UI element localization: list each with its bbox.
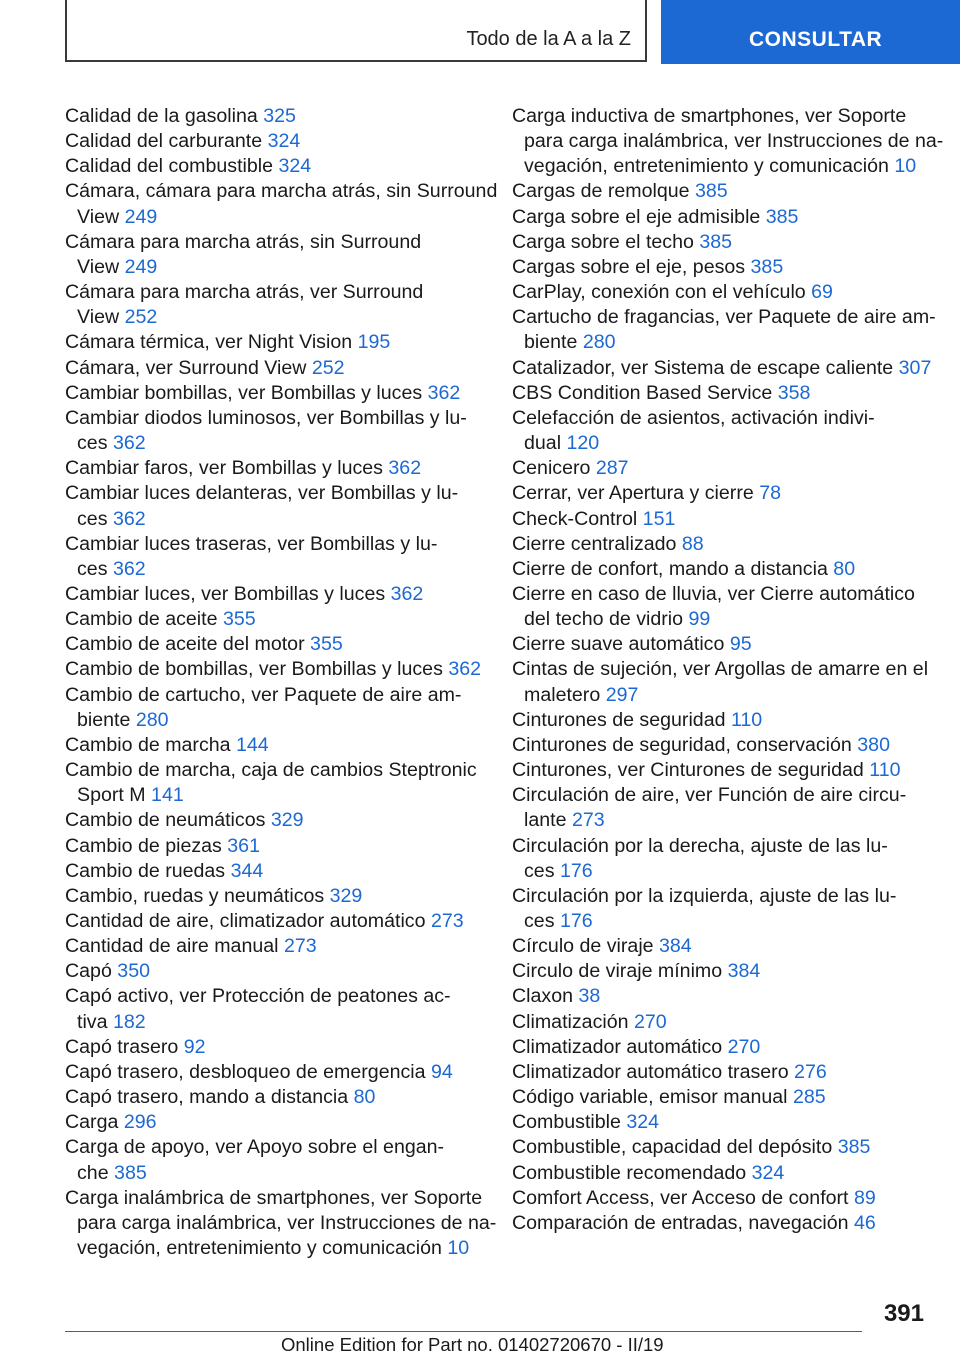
- index-entry-text: vegación, entretenimiento y comunicación: [524, 155, 895, 178]
- index-entry: [512, 305, 936, 355]
- index-entry: [512, 255, 932, 280]
- page-reference-link[interactable]: 385: [694, 180, 728, 203]
- index-entry-text: Cambio de marcha, caja de cambios Steptronic: [65, 759, 477, 782]
- index-entry-text: Climatizador automático: [512, 1035, 728, 1058]
- index-entry: [65, 683, 485, 733]
- page-reference-link[interactable]: 38: [578, 985, 601, 1008]
- index-entry-text: para carga inalámbrica, ver Instrucciones de na-: [524, 130, 944, 153]
- page-reference-link[interactable]: 362: [388, 457, 422, 480]
- index-entry: [65, 959, 485, 984]
- index-entry: [512, 532, 932, 557]
- index-entry: [512, 834, 932, 884]
- index-entry-text: lante: [524, 809, 572, 832]
- index-entry-text: Carga sobre el techo: [512, 230, 700, 253]
- page-reference-link[interactable]: 144: [235, 733, 269, 756]
- index-entry: [512, 884, 932, 934]
- page-reference-link[interactable]: 355: [310, 633, 343, 656]
- page-reference-link[interactable]: 80: [353, 1086, 376, 1109]
- index-entry: [65, 104, 485, 129]
- index-entry-text: vegación, entretenimiento y comunicación: [77, 1237, 448, 1260]
- page-reference-link[interactable]: 355: [222, 608, 256, 631]
- page-reference-link[interactable]: 176: [559, 859, 593, 882]
- page-reference-link[interactable]: 362: [112, 557, 146, 580]
- index-entry: [512, 230, 932, 255]
- index-entry: [512, 1110, 932, 1135]
- page-reference-link[interactable]: 69: [811, 281, 833, 304]
- index-entry-text: Sport M: [77, 784, 152, 807]
- index-entry-text: Carga inalámbrica de smartphones, ver Soporte: [65, 1186, 483, 1209]
- page-reference-link[interactable]: 10: [447, 1237, 470, 1260]
- index-entry: [512, 783, 932, 833]
- index-entry-text: Calidad de la gasolina: [65, 105, 264, 127]
- page-reference-link[interactable]: 10: [894, 155, 917, 178]
- index-entry: [512, 733, 932, 758]
- index-entry: [512, 1211, 932, 1236]
- index-entry-text: Cambiar faros, ver Bombillas y luces: [65, 457, 389, 480]
- index-entry-text: Capó trasero: [65, 1035, 184, 1058]
- page-reference-link[interactable]: 176: [559, 910, 593, 932]
- index-entry: [65, 456, 485, 481]
- index-entry-text: Catalizador, ver Sistema de escape caliente: [512, 356, 899, 379]
- page-reference-link[interactable]: 324: [278, 155, 312, 178]
- index-entry-text: Cambio de bombillas, ver Bombillas y luces: [65, 658, 449, 681]
- index-entry: [512, 1085, 932, 1110]
- index-entry: [65, 909, 485, 934]
- index-entry: [512, 205, 932, 230]
- page-reference-link[interactable]: 329: [329, 884, 363, 907]
- index-entry-text: Cinturones de seguridad: [512, 708, 731, 731]
- index-entry-text: Círculo de viraje: [512, 935, 660, 958]
- page-reference-link[interactable]: 362: [448, 658, 482, 681]
- page-reference-link[interactable]: 385: [750, 255, 784, 278]
- index-entry-text: Cambio, ruedas y neumáticos: [65, 884, 330, 907]
- page-reference-link[interactable]: 287: [595, 457, 629, 480]
- index-entry-text: Climatizador automático trasero: [512, 1060, 795, 1083]
- page-reference-link[interactable]: 297: [605, 683, 639, 706]
- index-entry-text: Capó trasero, desbloqueo de emergencia: [65, 1060, 431, 1083]
- page-reference-link[interactable]: 276: [794, 1060, 827, 1083]
- index-entry-text: Climatización: [512, 1010, 634, 1033]
- page-reference-link[interactable]: 270: [727, 1035, 761, 1058]
- index-entry: [512, 1010, 932, 1035]
- index-entry: [512, 1161, 932, 1186]
- index-entry-text: Cerrar, ver Apertura y cierre: [512, 482, 760, 505]
- index-entry: [65, 733, 485, 758]
- index-entry-text: ces: [524, 859, 560, 882]
- index-entry-text: Circulo de viraje mínimo: [512, 960, 728, 983]
- index-entry-text: Cámara, cámara para marcha atrás, sin Surround: [65, 180, 498, 203]
- index-entry-text: Cierre suave automático: [512, 633, 730, 656]
- page-reference-link[interactable]: 99: [688, 608, 711, 631]
- page-reference-link[interactable]: 385: [699, 230, 733, 253]
- index-entry-text: ces: [77, 507, 113, 530]
- index-entry: [512, 1060, 932, 1085]
- page-reference-link[interactable]: 361: [227, 834, 260, 857]
- index-entry-text: Cámara para marcha atrás, ver Surround: [65, 281, 424, 304]
- page-reference-link[interactable]: 80: [833, 557, 856, 580]
- index-entry: [512, 507, 932, 532]
- page-reference-link[interactable]: 280: [135, 708, 169, 731]
- index-entry: [512, 557, 932, 582]
- page-reference-link[interactable]: 151: [642, 507, 676, 530]
- page-reference-link[interactable]: 273: [283, 935, 317, 958]
- page-reference-link[interactable]: 94: [431, 1060, 453, 1083]
- page-reference-link[interactable]: 273: [430, 910, 464, 932]
- index-entry-text: Cambio de aceite del motor: [65, 633, 311, 656]
- index-entry-text: Cámara para marcha atrás, sin Surround: [65, 230, 422, 253]
- index-entry-text: Circulación por la derecha, ajuste de las lu-: [512, 834, 888, 857]
- page-number: 391: [883, 1300, 924, 1327]
- index-entry: [512, 632, 932, 657]
- index-entry-text: ces: [77, 432, 113, 455]
- top-navigation: [0, 0, 960, 66]
- index-entry-text: biente: [77, 708, 136, 731]
- index-entry-text: Cierre en caso de lluvia, ver Cierre automático: [512, 582, 915, 605]
- page-reference-link[interactable]: 89: [853, 1186, 876, 1209]
- page-reference-link[interactable]: 141: [151, 784, 184, 807]
- index-entry-text: Cambiar diodos luminosos, ver Bombillas y lu-: [65, 406, 467, 429]
- index-entry: [512, 356, 932, 381]
- page-reference-link[interactable]: 92: [183, 1035, 206, 1058]
- index-entry-text: ces: [524, 910, 560, 932]
- index-entry: [512, 1035, 932, 1060]
- page-reference-link[interactable]: 329: [270, 809, 304, 832]
- page-reference-link[interactable]: 252: [311, 356, 345, 379]
- index-entry: [65, 607, 485, 632]
- index-entry: [65, 356, 485, 381]
- index-entry-text: Calidad del carburante: [65, 130, 268, 153]
- index-entry-text: Celefacción de asientos, activación indivi-: [512, 406, 875, 429]
- page-reference-link[interactable]: 385: [765, 205, 799, 228]
- page-reference-link[interactable]: 285: [792, 1086, 826, 1109]
- index-column-left: [65, 104, 498, 1261]
- index-entry-text: Cinturones, ver Cinturones de seguridad: [512, 759, 870, 782]
- index-entry-text: Comparación de entradas, navegación: [512, 1211, 855, 1234]
- page-reference-link[interactable]: 384: [727, 960, 761, 983]
- tab-consultar[interactable]: [661, 0, 960, 64]
- index-entry-text: Cantidad de aire, climatizador automático: [65, 910, 431, 932]
- page-reference-link[interactable]: 344: [230, 859, 264, 882]
- index-entry-text: Cambio de piezas: [65, 834, 228, 857]
- index-entry-text: Cintas de sujeción, ver Argollas de amarre en el: [512, 658, 929, 681]
- index-entry-text: Carga inductiva de smartphones, ver Soporte: [512, 105, 907, 127]
- index-entry-text: Claxon: [512, 985, 579, 1008]
- index-entry: [512, 657, 932, 707]
- index-entry-text: Combustible, capacidad del depósito: [512, 1136, 838, 1159]
- index-entry: [65, 859, 485, 884]
- index-entry: [512, 104, 944, 179]
- index-entry: [512, 381, 932, 406]
- index-entry: [65, 657, 485, 682]
- index-entry-text: Cambiar luces, ver Bombillas y luces: [65, 582, 391, 605]
- index-entry: [512, 1135, 932, 1160]
- index-entry: [512, 179, 932, 204]
- index-entry-text: CBS Condition Based Service: [512, 381, 778, 404]
- index-entry-text: Cambio de aceite: [65, 608, 223, 631]
- page-reference-link[interactable]: 88: [681, 532, 704, 555]
- index-entry: [65, 758, 485, 808]
- index-entry: [65, 884, 485, 909]
- index-entry: [65, 984, 485, 1034]
- page-reference-link[interactable]: 296: [123, 1111, 157, 1134]
- index-entry-text: Cambiar bombillas, ver Bombillas y luces: [65, 381, 428, 404]
- index-entry: [65, 1186, 497, 1261]
- page-reference-link[interactable]: 249: [124, 205, 158, 228]
- tab-consult-label: CONSULTAR: [749, 28, 883, 51]
- index-entry: [512, 934, 932, 959]
- index-entry: [65, 1085, 485, 1110]
- index-entry-text: Cambio de marcha: [65, 733, 236, 756]
- index-entry-text: para carga inalámbrica, ver Instrucciones de na-: [77, 1211, 497, 1234]
- footer-edition-text: Online Edition for Part no. 01402720670 - II/19: [281, 1334, 664, 1355]
- page-reference-link[interactable]: 46: [854, 1211, 876, 1234]
- page-reference-link[interactable]: 362: [390, 582, 424, 605]
- index-entry: [65, 381, 485, 406]
- index-entry: [512, 959, 932, 984]
- index-entry-text: Cambio de ruedas: [65, 859, 231, 882]
- index-entry: [65, 230, 485, 280]
- page-reference-link[interactable]: 110: [730, 708, 763, 731]
- index-entry-text: Capó: [65, 960, 118, 983]
- index-entry: [512, 456, 932, 481]
- index-entry-text: Combustible: [512, 1111, 627, 1134]
- index-entry-text: CarPlay, conexión con el vehículo: [512, 281, 812, 304]
- page-reference-link[interactable]: 362: [112, 507, 146, 530]
- index-entry-text: Cartucho de fragancias, ver Paquete de aire am-: [512, 306, 936, 329]
- page-reference-link[interactable]: 350: [117, 960, 150, 983]
- index-entry-text: Circulación de aire, ver Función de aire circu-: [512, 784, 907, 807]
- index-entry: [65, 1060, 485, 1085]
- index-entry: [65, 330, 485, 355]
- index-entry-text: Código variable, emisor manual: [512, 1086, 793, 1109]
- index-entry-text: Cambiar luces delanteras, ver Bombillas y lu-: [65, 482, 459, 505]
- index-entry-text: Check-Control: [512, 507, 643, 530]
- index-entry-text: Cámara, ver Surround View: [65, 356, 312, 379]
- page-reference-link[interactable]: 195: [357, 331, 391, 354]
- index-entry: [512, 481, 932, 506]
- index-entry: [512, 984, 932, 1009]
- index-entry-text: che: [77, 1161, 115, 1184]
- index-entry: [512, 582, 932, 632]
- index-entry-text: View: [77, 306, 125, 329]
- index-entry-text: Cambio de neumáticos: [65, 809, 271, 832]
- index-entry-text: Cambio de cartucho, ver Paquete de aire am-: [65, 683, 462, 706]
- index-entry-text: Comfort Access, ver Acceso de confort: [512, 1186, 854, 1209]
- index-entry-text: Cierre centralizado: [512, 532, 682, 555]
- index-entry-text: Cierre de confort, mando a distancia: [512, 557, 834, 580]
- index-entry: [65, 154, 485, 179]
- page-reference-link[interactable]: 380: [857, 733, 890, 756]
- index-entry-text: Capó activo, ver Protección de peatones ac-: [65, 985, 451, 1008]
- index-entry: [65, 532, 485, 582]
- page-reference-link[interactable]: 280: [582, 331, 616, 354]
- page-reference-link[interactable]: 249: [124, 255, 158, 278]
- index-entry-text: Carga sobre el eje admisible: [512, 205, 766, 228]
- index-entry-text: Combustible recomendado: [512, 1161, 752, 1184]
- index-entry: [65, 582, 485, 607]
- page-reference-link[interactable]: 324: [751, 1161, 785, 1184]
- index-entry: [512, 280, 932, 305]
- index-entry: [65, 481, 485, 531]
- index-entry-text: del techo de vidrio: [524, 608, 689, 631]
- index-entry: [65, 934, 485, 959]
- index-column-right: [512, 104, 944, 1236]
- page-reference-link[interactable]: 78: [759, 482, 781, 505]
- index-entry-text: Cenicero: [512, 457, 596, 480]
- index-entry: [65, 179, 498, 229]
- index-entry-text: View: [77, 255, 125, 278]
- page-reference-link[interactable]: 325: [263, 105, 296, 127]
- page-reference-link[interactable]: 252: [124, 306, 158, 329]
- index-entry-text: tiva: [77, 1010, 113, 1033]
- page-reference-link[interactable]: 95: [729, 633, 752, 656]
- index-entry: [65, 1110, 485, 1135]
- index-entry-text: maletero: [524, 683, 606, 706]
- footer-divider: [65, 1331, 862, 1332]
- page-reference-link[interactable]: 110: [869, 759, 901, 782]
- index-entry-text: dual: [524, 432, 567, 455]
- page-reference-link[interactable]: 358: [777, 381, 811, 404]
- index-entry-text: Calidad del combustible: [65, 155, 279, 178]
- index-entry-text: Cambiar luces traseras, ver Bombillas y lu-: [65, 532, 438, 555]
- index-entry: [512, 708, 932, 733]
- index-entry: [65, 808, 485, 833]
- index-entry: [65, 1035, 485, 1060]
- index-entry: [65, 406, 485, 456]
- page-reference-link[interactable]: 273: [571, 809, 605, 832]
- index-entry-text: Circulación por la izquierda, ajuste de las lu-: [512, 884, 897, 907]
- index-entry-text: Cinturones de seguridad, conservación: [512, 733, 858, 756]
- page-reference-link[interactable]: 362: [427, 381, 461, 404]
- index-entry-text: Cantidad de aire manual: [65, 935, 284, 958]
- page-reference-link[interactable]: 385: [114, 1161, 147, 1184]
- page-reference-link[interactable]: 270: [633, 1010, 667, 1033]
- page-reference-link[interactable]: 362: [112, 432, 146, 455]
- index-entry: [65, 280, 485, 330]
- index-entry: [512, 1186, 932, 1211]
- index-entry: [65, 1135, 485, 1185]
- index-entry: [512, 406, 932, 456]
- page-reference-link[interactable]: 384: [659, 935, 692, 958]
- index-entry-text: Capó trasero, mando a distancia: [65, 1086, 354, 1109]
- page-reference-link[interactable]: 307: [898, 356, 932, 379]
- index-entry-text: Cámara térmica, ver Night Vision: [65, 331, 358, 354]
- page-reference-link[interactable]: 182: [112, 1010, 146, 1033]
- page-reference-link[interactable]: 120: [566, 432, 600, 455]
- page-reference-link[interactable]: 385: [837, 1136, 871, 1159]
- index-entry-text: Carga: [65, 1111, 124, 1134]
- index-entry: [512, 758, 932, 783]
- tab-todo-de-la-a-a-la-z[interactable]: [65, 0, 647, 62]
- index-entry-text: Cargas de remolque: [512, 180, 695, 203]
- page-reference-link[interactable]: 324: [267, 130, 301, 153]
- index-entry: [65, 129, 485, 154]
- index-entry: [65, 834, 485, 859]
- page-reference-link[interactable]: 324: [626, 1111, 660, 1134]
- index-entry: [65, 632, 485, 657]
- tab-az-label: Todo de la A a la Z: [466, 28, 631, 50]
- index-entry-text: ces: [77, 557, 113, 580]
- index-entry-text: Carga de apoyo, ver Apoyo sobre el engan-: [65, 1136, 445, 1159]
- index-entry-text: View: [77, 205, 125, 228]
- index-entry-text: biente: [524, 331, 583, 354]
- index-entry-text: Cargas sobre el eje, pesos: [512, 255, 751, 278]
